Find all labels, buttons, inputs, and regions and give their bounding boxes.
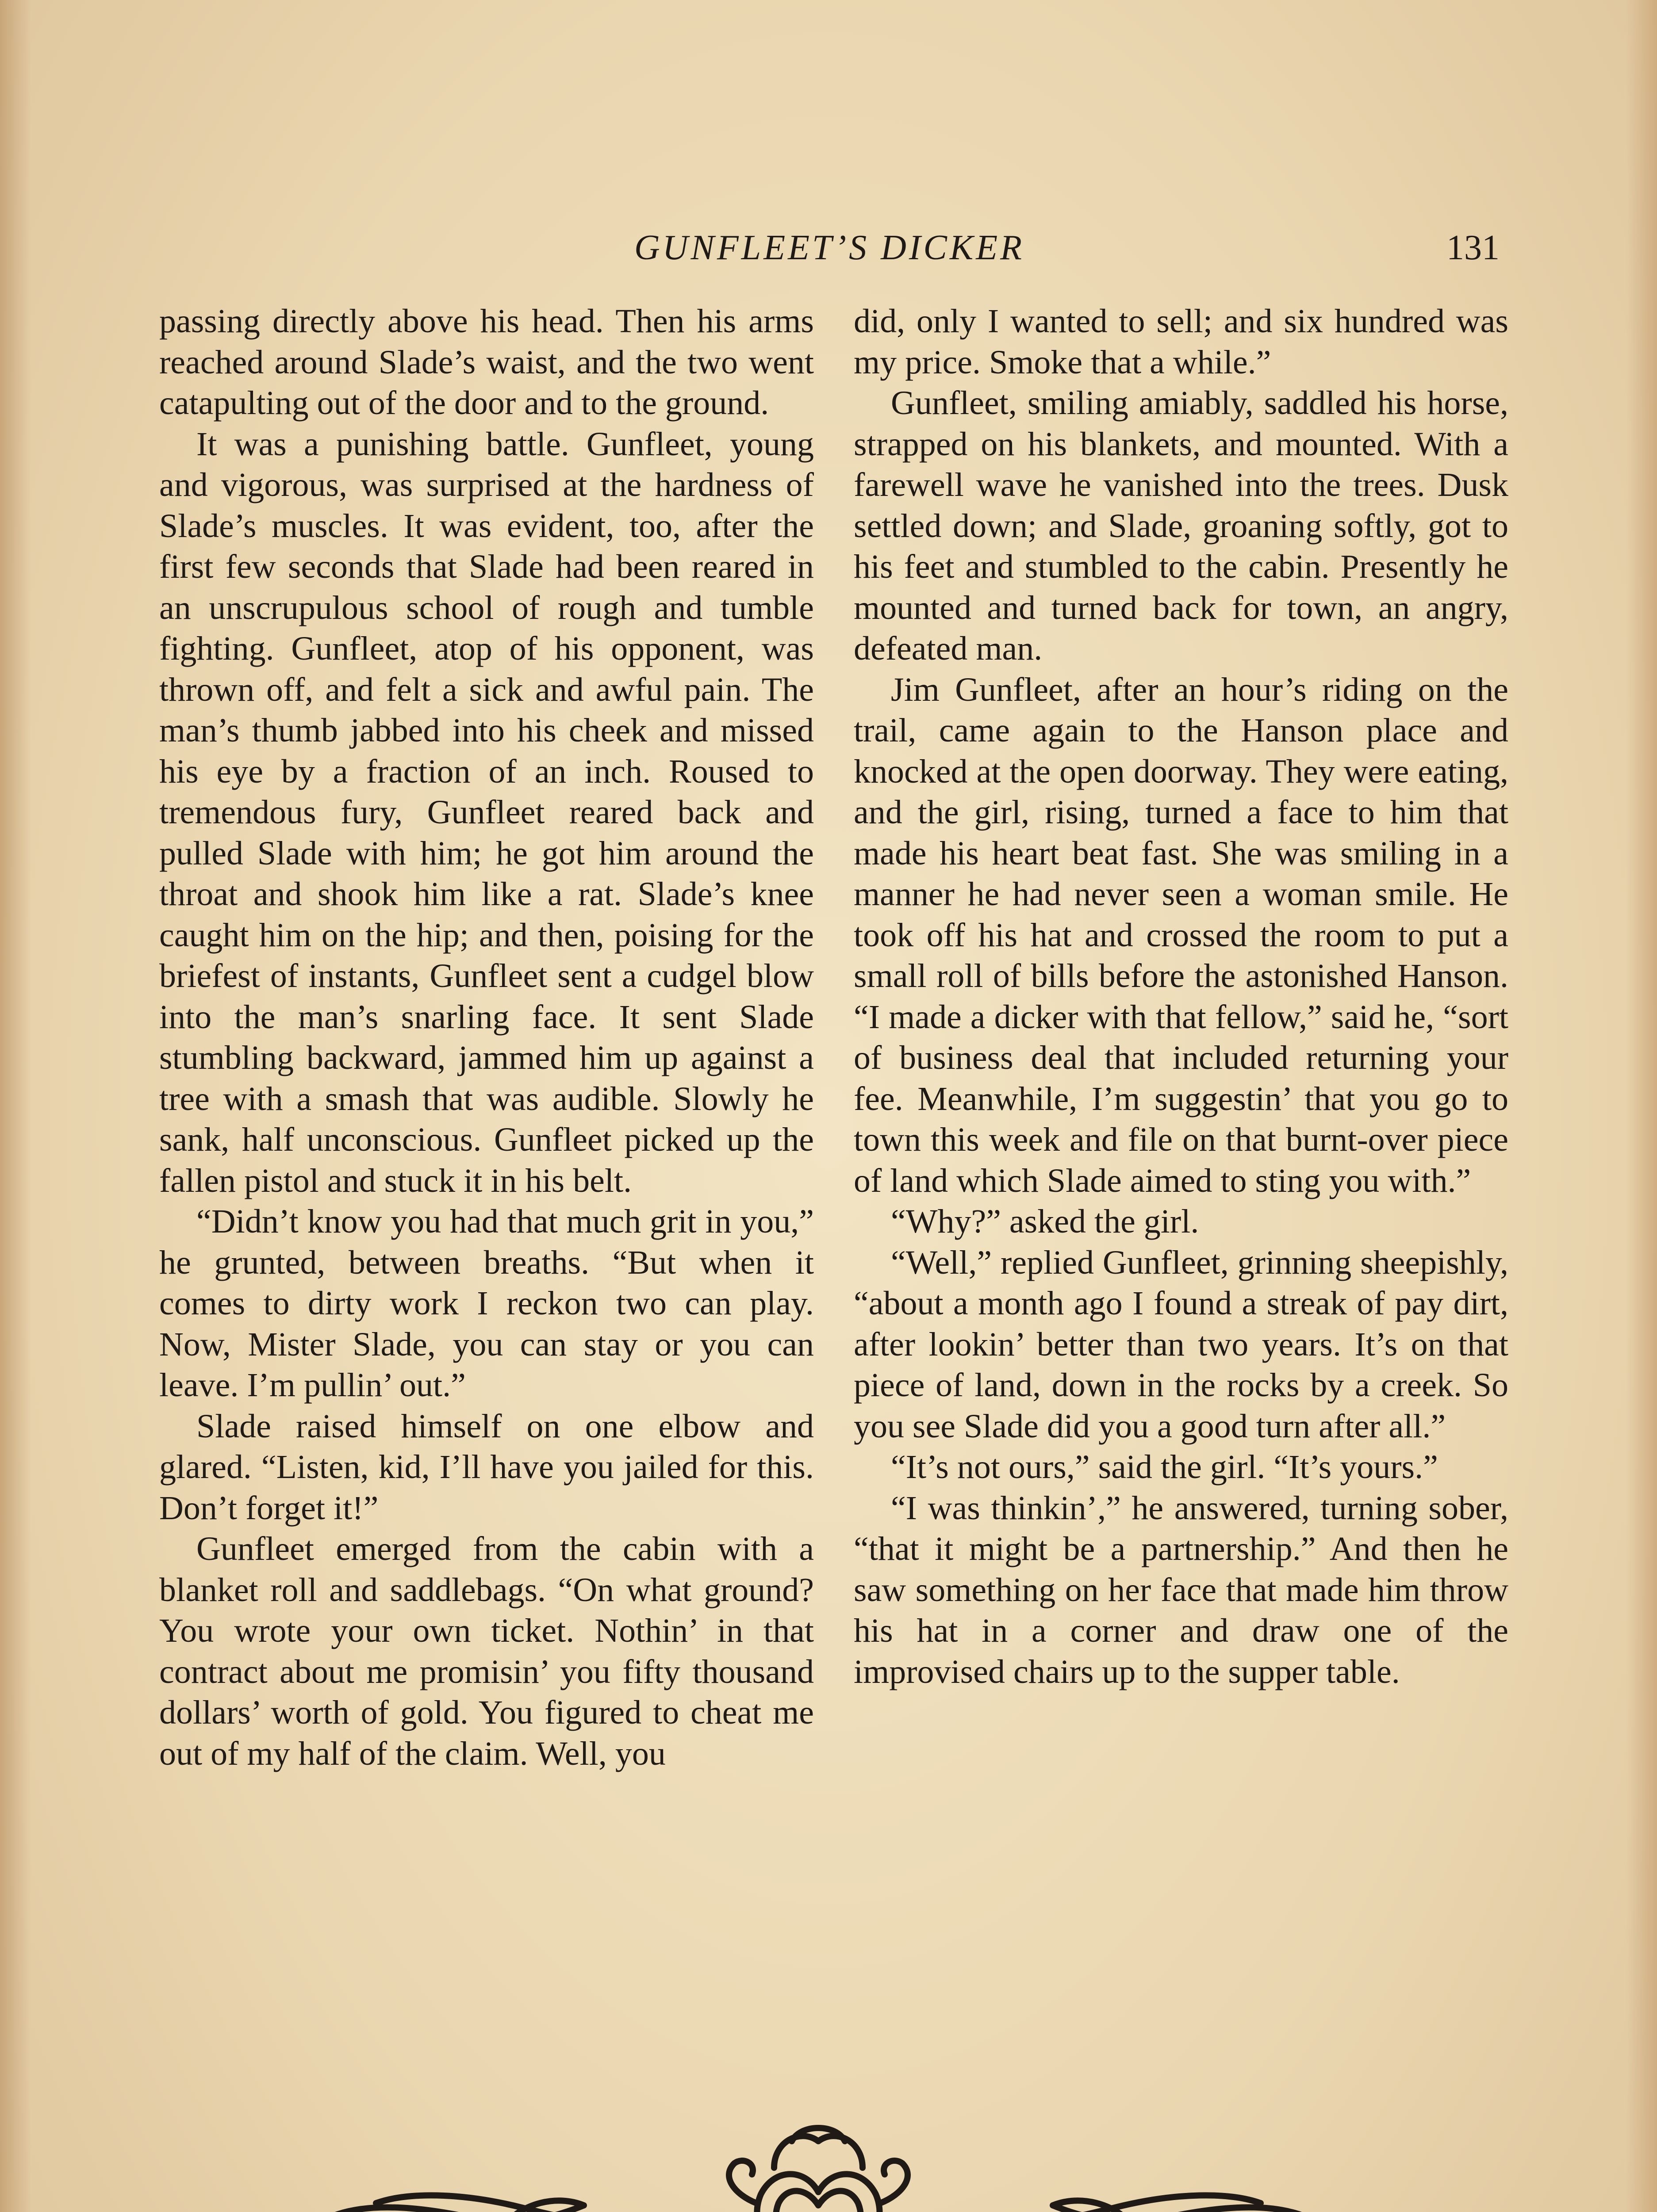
scroll-heart-ornament-icon bbox=[274, 2115, 1362, 2212]
paragraph: Gunfleet emerged from the cabin with a blanket roll and saddlebags. “On what ground? You wrote your own ticket. Nothin’ in that contract about me promisin’ you fifty thousand dollars’ worth of gold. You figured to cheat me out of my half of the claim. Well, you bbox=[159, 1530, 814, 1772]
right-text-column bbox=[854, 301, 1508, 1692]
left-text-column bbox=[159, 301, 814, 1774]
running-header bbox=[159, 223, 1500, 272]
page-edge-right bbox=[1626, 0, 1657, 2212]
running-title: GUNFLEET’S DICKER bbox=[634, 228, 1024, 267]
paragraph: It was a punishing battle. Gunfleet, young and vigorous, was surprised at the hardness of Slade’s muscles. It was evident, too, after the first few seconds that Slade had been reared in an unscrupulous school of rough and tumble fighting. Gunfleet, atop of his opponent, was thrown off, and felt a sick and awful pain. The man’s thumb jabbed into his cheek and missed his eye by a fraction of an inch. Roused to tremendous fury, Gunfleet reared back and pulled Slade with him; he got him around the throat and shook him like a rat. Slade’s knee caught him on the hip; and then, poising for the briefest of instants, Gunfleet sent a cudgel blow into the man’s snarling face. It sent Slade stumbling backward, jammed him up against a tree with a smash that was audible. Slowly he sank, half unconscious. Gunfleet picked up the fallen pistol and stuck it in his belt. bbox=[159, 425, 814, 1199]
paragraph: “Didn’t know you had that much grit in you,” he grunted, between breaths. “But when it comes to dirty work I reckon two can play. Now, Mister Slade, you can stay or you can leave. I’m pullin’ out.” bbox=[159, 1203, 814, 1404]
page-number: 131 bbox=[1446, 228, 1500, 267]
paragraph: “It’s not ours,” said the girl. “It’s yours.” bbox=[891, 1448, 1438, 1486]
paragraph: Gunfleet, smiling amiably, saddled his horse, strapped on his blankets, and mounted. With a farewell wave he vanished into the trees. Dusk settled down; and Slade, groaning softly, got to his feet and stumbled to the cabin. Presently he mounted and turned back for town, an angry, defeated man. bbox=[854, 384, 1508, 667]
paragraph: Jim Gunfleet, after an hour’s riding on the trail, came again to the Hanson place and knocked at the open doorway. They were eating, and the girl, rising, turned a face to him that made his heart beat fast. She was smiling in a manner he had never seen a woman smile. He took off his hat and crossed the room to put a small roll of bills before the astonished Hanson. “I made a dicker with that fellow,” said he, “sort of business deal that included returning your fee. Meanwhile, I’m suggestin’ that you go to town this week and file on that burnt-over piece of land which Slade aimed to sting you with.” bbox=[854, 671, 1508, 1199]
paragraph: Slade raised himself on one elbow and glared. “Listen, kid, I’ll have you jailed for this. Don’t forget it!” bbox=[159, 1407, 814, 1527]
paragraph: passing directly above his head. Then his arms reached around Slade’s waist, and the two went catapulting out of the door and to the ground. bbox=[159, 303, 814, 422]
paragraph: did, only I wanted to sell; and six hundred was my price. Smoke that a while.” bbox=[854, 303, 1508, 381]
page-edge-left bbox=[0, 0, 31, 2212]
paragraph: “Well,” replied Gunfleet, grinning sheepishly, “about a month ago I found a streak of pay dirt, after lookin’ better than two years. It’s on that piece of land, down in the rocks by a creek. So you see Slade did you a good turn after all.” bbox=[854, 1244, 1508, 1445]
paragraph: “Why?” asked the girl. bbox=[891, 1203, 1199, 1240]
paragraph: “I was thinkin’,” he answered, turning sober, “that it might be a partnership.” And then he saw something on her face that made him throw his hat in a corner and draw one of the improvised chairs up to the supper table. bbox=[854, 1489, 1508, 1690]
